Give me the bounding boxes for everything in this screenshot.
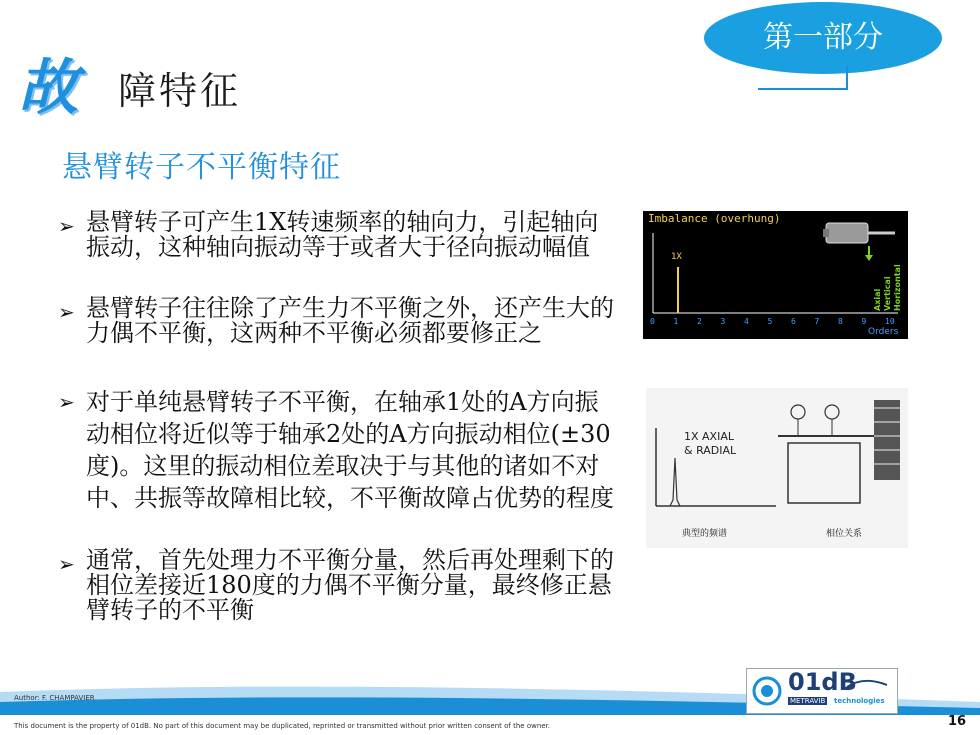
peak-label: 1X — [671, 252, 682, 262]
logo-sub-2: technologies — [834, 697, 885, 705]
spectrum-chart — [643, 211, 908, 339]
tick-label: 10 — [885, 317, 895, 326]
tick-label: 7 — [814, 317, 820, 326]
tick-label: 5 — [767, 317, 773, 326]
diagram-image — [646, 388, 908, 548]
bullet-arrow-icon: ➢ — [58, 214, 75, 238]
logo-text: 01dB — [788, 668, 857, 696]
diagram-svg — [646, 388, 908, 548]
bullet-item — [58, 548, 628, 623]
bullet-text: 通常，首先处理力不平衡分量，然后再处理剩下的相位差接近180度的力偶不平衡分量，最终修正悬臂转子的不平衡 — [86, 546, 614, 624]
section-badge-label: 第一部分 — [763, 20, 883, 55]
diagram-background — [646, 388, 908, 548]
bullet-item — [58, 386, 628, 514]
rotor-shaft-icon — [823, 229, 829, 237]
tick-label: 3 — [720, 317, 726, 326]
caption-left: 典型的频谱 — [682, 529, 728, 539]
bracket-decoration — [758, 66, 848, 90]
copyright-text: This document is the property of 01dB. No part of this document may be duplicated, reprinted or transmitted without prior written consent of the owner. — [14, 722, 551, 730]
page-title: 障特征 — [118, 69, 242, 113]
bullet-text: 悬臂转子往往除了产生力不平衡之外，还产生大的力偶不平衡，这两种不平衡必须都要修正之 — [86, 294, 614, 347]
bullet-arrow-icon: ➢ — [58, 552, 75, 576]
title-first-char: 故 — [18, 53, 78, 123]
arrow-head-icon — [865, 255, 873, 261]
chart-title: Imbalance (overhung) — [648, 212, 781, 225]
author-text: Author: F. CHAMPAVIER — [14, 694, 95, 702]
spectrum-svg — [643, 211, 908, 339]
caption-right: 相位关系 — [826, 529, 863, 539]
direction-axial: Axial — [873, 288, 882, 311]
slide-subtitle: 悬臂转子不平衡特征 — [62, 150, 341, 185]
fan-rotor-icon — [874, 400, 900, 480]
bullet-arrow-icon: ➢ — [58, 390, 75, 414]
bullet-arrow-icon: ➢ — [58, 300, 75, 324]
bullet-text: 对于单纯悬臂转子不平衡，在轴承1处的A方向振动相位将近似等于轴承2处的A方向振动相位(±30度)。这里的振动相位差取决于与其他的诸如不对中、共振等故障相比较，不平衡故障占优势的程度 — [86, 388, 614, 512]
tick-label: 8 — [838, 317, 843, 326]
tick-label: 0 — [650, 317, 655, 326]
tick-label: 6 — [791, 317, 796, 326]
bullet-item — [58, 296, 628, 346]
logo-sub-1: METRAVIB — [790, 697, 826, 705]
logo-dot-icon — [761, 685, 773, 697]
direction-horizontal: Horizontal — [893, 264, 902, 311]
tick-label: 1 — [673, 317, 679, 326]
label-radial: & RADIAL — [684, 444, 737, 457]
bullet-item — [58, 210, 628, 260]
page-number: 16 — [948, 714, 967, 729]
direction-vertical: Vertical — [883, 276, 892, 311]
bullet-text: 悬臂转子可产生1X转速频率的轴向力，引起轴向振动，这种轴向振动等于或者大于径向振动幅值 — [86, 208, 599, 261]
tick-label: 4 — [744, 317, 749, 326]
x-axis-label: Orders — [868, 327, 899, 337]
rotor-icon — [826, 223, 868, 243]
tick-label: 2 — [697, 317, 702, 326]
tick-label: 9 — [861, 317, 867, 326]
label-1x-axial: 1X AXIAL — [684, 430, 734, 443]
